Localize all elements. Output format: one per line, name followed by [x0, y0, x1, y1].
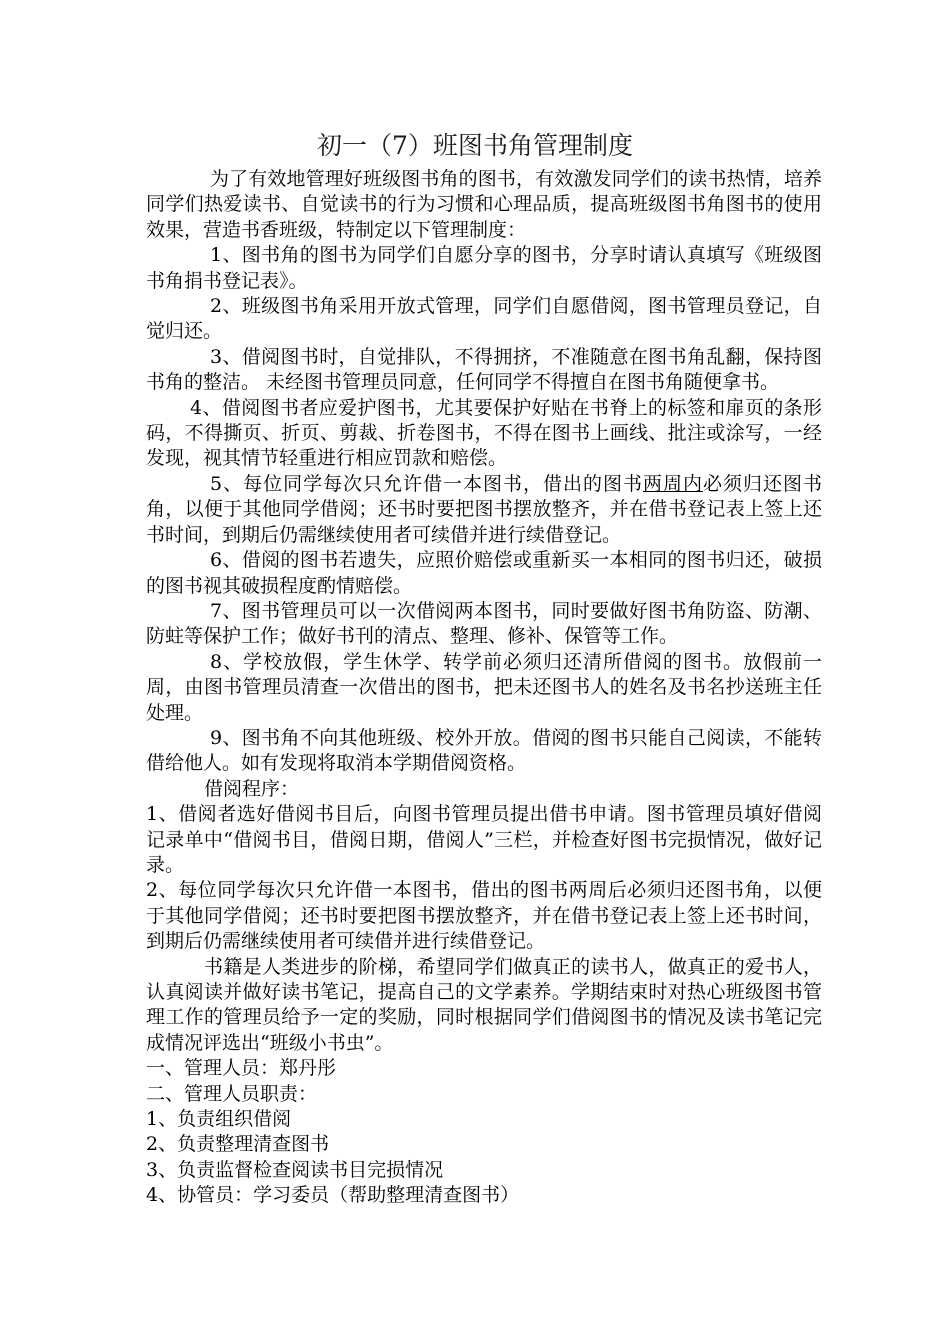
rule-9-paragraph: 9、图书角不向其他班级、校外开放。借阅的图书只能自己阅读，不能转借给他人。如有发现将取消本学期借阅资格。 — [146, 726, 822, 775]
rule-5-text-before: 5、每位同学每次只允许借一本图书，借出的图书 — [210, 472, 643, 495]
list-item-duties-heading: 二、管理人员职责： — [146, 1082, 318, 1105]
intro-paragraph: 为了有效地管理好班级图书角的图书，有效激发同学们的读书热情，培养同学们热爱读书、自觉读书的行为习惯和心理品质，提高班级图书角图书的使用效果，营造书香班级，特制定以下管理制度： — [146, 168, 822, 241]
rule-5-paragraph — [146, 472, 822, 548]
list-item-duty-1: 1、负责组织借阅 — [146, 1108, 292, 1131]
list-item-duty-2: 2、负责整理清查图书 — [146, 1133, 330, 1156]
list-item-duty-3: 3、负责监督检查阅读书目完损情况 — [146, 1158, 444, 1181]
document-title: 初一（7）班图书角管理制度 — [317, 131, 633, 160]
rule-4-paragraph: 4、借阅图书者应爱护图书，尤其要保护好贴在书脊上的标签和扉页的条形码，不得撕页、折页、剪裁、折卷图书，不得在图书上画线、批注或涂写，一经发现，视其情节轻重进行相应罚款和赔偿。 — [146, 396, 822, 470]
list-item-manager: 一、管理人员：郑丹彤 — [146, 1057, 337, 1080]
document-body — [146, 167, 822, 1209]
rule-2-paragraph: 2、班级图书角采用开放式管理，同学们自愿借阅，图书管理员登记，自觉归还。 — [146, 295, 822, 343]
procedure-step-1: 1、借阅者选好借阅书目后，向图书管理员提出借书申请。图书管理员填好借阅记录单中“借阅书目，借阅日期，借阅人”三栏，并检查好图书完损情况，做好记录。 — [146, 803, 822, 876]
rule-6-paragraph: 6、借阅的图书若遗失，应照价赔偿或重新买一本相同的图书归还，破损的图书视其破损程度酌情赔偿。 — [146, 549, 822, 597]
procedure-heading: 借阅程序： — [204, 777, 300, 800]
rule-7-paragraph: 7、图书管理员可以一次借阅两本图书，同时要做好图书角防盗、防潮、防蛀等保护工作；做好书刊的清点、整理、修补、保管等工作。 — [146, 599, 822, 648]
list-item-duty-4: 4、协管员：学习委员（帮助整理清查图书） — [146, 1184, 520, 1207]
rule-3-paragraph: 3、借阅图书时，自觉排队，不得拥挤，不准随意在图书角乱翻，保持图书角的整洁。 未经图书管理员同意，任何同学不得擅自在图书角随便拿书。 — [146, 345, 822, 394]
procedure-step-2: 2、每位同学每次只允许借一本图书，借出的图书两周后必须归还图书角，以便于其他同学借阅；还书时要把图书摆放整齐，并在借书登记表上签上还书时间，到期后仍需继续使用者可续借并进行续借登记。 — [146, 879, 822, 953]
rule-1-paragraph: 1、图书角的图书为同学们自愿分享的图书，分享时请认真填写《班级图书角捐书登记表》。 — [146, 244, 822, 292]
closing-paragraph: 书籍是人类进步的阶梯，希望同学们做真正的读书人，做真正的爱书人，认真阅读并做好读书笔记，提高自己的文学素养。学期结束时对热心班级图书管理工作的管理员给予一定的奖励，同时根据同学们借阅图书的情况及读书笔记完成情况评选出“班级小书虫”。 — [146, 955, 822, 1054]
rule-5-text-after: 必须归还图书角，以便于其他同学借阅；还书时要把图书摆放整齐，并在借书登记表上签上还书时间，到期后仍需继续使用者可续借并进行续借登记。 — [146, 472, 822, 546]
rule-5-underlined-text: 两周内 — [643, 472, 703, 495]
rule-8-paragraph: 8、学校放假，学生休学、转学前必须归还清所借阅的图书。放假前一周，由图书管理员清查一次借出的图书，把未还图书人的姓名及书名抄送班主任处理。 — [146, 650, 822, 724]
